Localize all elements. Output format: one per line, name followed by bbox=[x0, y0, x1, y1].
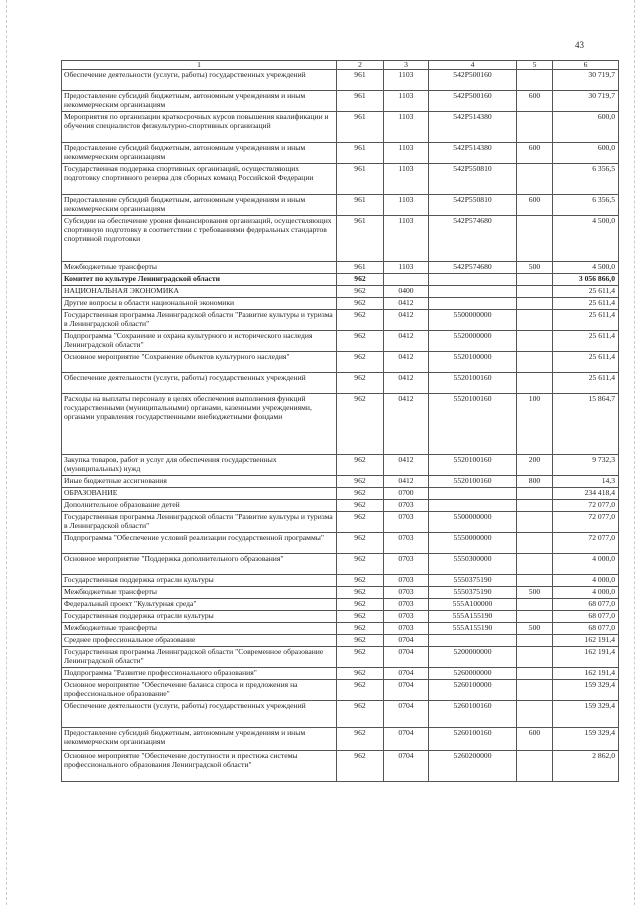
row-name-cell: Государственная программа Ленинградской области "Развитие культуры и туризма в Ленинградской области" bbox=[62, 512, 337, 533]
table-row bbox=[62, 599, 619, 611]
ministry-code-cell: 961 bbox=[337, 112, 384, 143]
section-code-cell: 0412 bbox=[384, 331, 429, 352]
expense-type-cell bbox=[517, 216, 553, 262]
section-code-cell: 1103 bbox=[384, 143, 429, 164]
table-row bbox=[62, 195, 619, 216]
target-code-cell: 5260000000 bbox=[429, 668, 517, 680]
ministry-code-cell: 962 bbox=[337, 512, 384, 533]
amount-cell: 9 732,3 bbox=[553, 455, 619, 476]
expense-type-cell bbox=[517, 611, 553, 623]
table-row bbox=[62, 373, 619, 394]
table-row bbox=[62, 262, 619, 274]
row-name-cell: Государственная программа Ленинградской области "Современное образование Ленинградской области" bbox=[62, 647, 337, 668]
row-name-cell: Предоставление субсидий бюджетным, автономным учреждениям и иным некоммерческим организациям bbox=[62, 143, 337, 164]
amount-cell: 162 191,4 bbox=[553, 668, 619, 680]
table-row bbox=[62, 274, 619, 286]
section-code-cell: 0703 bbox=[384, 500, 429, 512]
target-code-cell: 555А155190 bbox=[429, 623, 517, 635]
target-code-cell bbox=[429, 500, 517, 512]
table-row bbox=[62, 512, 619, 533]
expense-type-cell bbox=[517, 599, 553, 611]
expense-type-cell bbox=[517, 635, 553, 647]
expense-type-cell bbox=[517, 680, 553, 701]
section-code-cell: 0703 bbox=[384, 599, 429, 611]
amount-cell: 30 719,7 bbox=[553, 91, 619, 112]
table-row bbox=[62, 668, 619, 680]
table-row bbox=[62, 70, 619, 91]
target-code-cell bbox=[429, 298, 517, 310]
ministry-code-cell: 962 bbox=[337, 274, 384, 286]
row-name-cell: Обеспечение деятельности (услуги, работы) государственных учреждений bbox=[62, 70, 337, 91]
row-name-cell: Закупка товаров, работ и услуг для обеспечения государственных (муниципальных) нужд bbox=[62, 455, 337, 476]
column-header: 2 bbox=[337, 61, 384, 70]
row-name-cell: Государственная программа Ленинградской области "Развитие культуры и туризма в Ленинградской области" bbox=[62, 310, 337, 331]
target-code-cell: 5260200000 bbox=[429, 751, 517, 782]
ministry-code-cell: 961 bbox=[337, 70, 384, 91]
table-row bbox=[62, 91, 619, 112]
table-row bbox=[62, 394, 619, 455]
expense-type-cell bbox=[517, 352, 553, 373]
table-row bbox=[62, 623, 619, 635]
expense-type-cell bbox=[517, 70, 553, 91]
amount-cell: 14,3 bbox=[553, 476, 619, 488]
row-name-cell: Государственная поддержка отрасли культуры bbox=[62, 611, 337, 623]
expense-type-cell bbox=[517, 701, 553, 728]
expense-type-cell bbox=[517, 164, 553, 195]
table-row bbox=[62, 701, 619, 728]
expense-type-cell bbox=[517, 310, 553, 331]
page-number: 43 bbox=[575, 40, 584, 50]
target-code-cell: 5520100160 bbox=[429, 455, 517, 476]
ministry-code-cell: 961 bbox=[337, 262, 384, 274]
target-code-cell: 5500000000 bbox=[429, 512, 517, 533]
table-row bbox=[62, 286, 619, 298]
row-name-cell: Федеральный проект "Культурная среда" bbox=[62, 599, 337, 611]
ministry-code-cell: 962 bbox=[337, 488, 384, 500]
section-code-cell: 0703 bbox=[384, 575, 429, 587]
amount-cell: 68 077,0 bbox=[553, 611, 619, 623]
row-name-cell: Обеспечение деятельности (услуги, работы) государственных учреждений bbox=[62, 373, 337, 394]
row-name-cell: Государственная поддержка спортивных организаций, осуществляющих подготовку спортивного резерва для сборных команд Российской Федерации bbox=[62, 164, 337, 195]
amount-cell: 25 611,4 bbox=[553, 310, 619, 331]
section-code-cell: 0704 bbox=[384, 701, 429, 728]
amount-cell: 4 000,0 bbox=[553, 575, 619, 587]
amount-cell: 3 056 866,0 bbox=[553, 274, 619, 286]
section-code-cell: 0412 bbox=[384, 373, 429, 394]
ministry-code-cell: 962 bbox=[337, 310, 384, 331]
right-margin-dots bbox=[634, 0, 635, 905]
amount-cell: 15 864,7 bbox=[553, 394, 619, 455]
ministry-code-cell: 961 bbox=[337, 164, 384, 195]
table-row bbox=[62, 680, 619, 701]
target-code-cell: 555А155190 bbox=[429, 611, 517, 623]
row-name-cell: Иные бюджетные ассигнования bbox=[62, 476, 337, 488]
target-code-cell: 542Р514380 bbox=[429, 112, 517, 143]
expense-type-cell bbox=[517, 512, 553, 533]
amount-cell: 4 500,0 bbox=[553, 216, 619, 262]
ministry-code-cell: 962 bbox=[337, 701, 384, 728]
expense-type-cell bbox=[517, 298, 553, 310]
row-name-cell: Государственная поддержка отрасли культуры bbox=[62, 575, 337, 587]
section-code-cell: 0704 bbox=[384, 751, 429, 782]
section-code-cell: 0704 bbox=[384, 680, 429, 701]
expense-type-cell bbox=[517, 274, 553, 286]
row-name-cell: Межбюджетные трансферты bbox=[62, 262, 337, 274]
row-name-cell: Среднее профессиональное образование bbox=[62, 635, 337, 647]
expense-type-cell: 500 bbox=[517, 623, 553, 635]
amount-cell: 159 329,4 bbox=[553, 728, 619, 751]
table-row bbox=[62, 554, 619, 575]
expense-type-cell bbox=[517, 647, 553, 668]
left-margin-dots bbox=[6, 0, 7, 905]
expense-type-cell: 600 bbox=[517, 143, 553, 164]
ministry-code-cell: 961 bbox=[337, 143, 384, 164]
row-name-cell: Расходы на выплаты персоналу в целях обеспечения выполнения функций государственными (муниципальными) органами, казенными учреждениями, органами управления государственными внебюджетными фондами bbox=[62, 394, 337, 455]
target-code-cell bbox=[429, 286, 517, 298]
section-code-cell: 1103 bbox=[384, 216, 429, 262]
ministry-code-cell: 962 bbox=[337, 635, 384, 647]
ministry-code-cell: 962 bbox=[337, 352, 384, 373]
row-name-cell: Подпрограмма "Развитие профессионального образования" bbox=[62, 668, 337, 680]
ministry-code-cell: 962 bbox=[337, 668, 384, 680]
ministry-code-cell: 962 bbox=[337, 286, 384, 298]
column-header: 1 bbox=[62, 61, 337, 70]
section-code-cell: 0400 bbox=[384, 286, 429, 298]
section-code-cell: 1103 bbox=[384, 91, 429, 112]
row-name-cell: Предоставление субсидий бюджетным, автономным учреждениям и иным некоммерческим организациям bbox=[62, 728, 337, 751]
amount-cell: 4 000,0 bbox=[553, 554, 619, 575]
section-code-cell: 0704 bbox=[384, 647, 429, 668]
ministry-code-cell: 962 bbox=[337, 623, 384, 635]
target-code-cell: 5520100160 bbox=[429, 476, 517, 488]
row-name-cell: ОБРАЗОВАНИЕ bbox=[62, 488, 337, 500]
ministry-code-cell: 962 bbox=[337, 611, 384, 623]
section-code-cell: 0704 bbox=[384, 728, 429, 751]
expense-type-cell: 500 bbox=[517, 262, 553, 274]
ministry-code-cell: 962 bbox=[337, 728, 384, 751]
amount-cell: 2 862,0 bbox=[553, 751, 619, 782]
section-code-cell bbox=[384, 274, 429, 286]
ministry-code-cell: 962 bbox=[337, 298, 384, 310]
table-row bbox=[62, 751, 619, 782]
row-name-cell: Основное мероприятие "Обеспечение доступности и престижа системы профессионального образования Ленинградской области" bbox=[62, 751, 337, 782]
table-row bbox=[62, 611, 619, 623]
target-code-cell: 5550375190 bbox=[429, 575, 517, 587]
row-name-cell: Основное мероприятие "Поддержка дополнительного образования" bbox=[62, 554, 337, 575]
amount-cell: 68 077,0 bbox=[553, 623, 619, 635]
target-code-cell: 5550000000 bbox=[429, 533, 517, 554]
amount-cell: 72 077,0 bbox=[553, 533, 619, 554]
row-name-cell: НАЦИОНАЛЬНАЯ ЭКОНОМИКА bbox=[62, 286, 337, 298]
amount-cell: 162 191,4 bbox=[553, 635, 619, 647]
target-code-cell bbox=[429, 488, 517, 500]
amount-cell: 25 611,4 bbox=[553, 298, 619, 310]
target-code-cell: 542Р550810 bbox=[429, 164, 517, 195]
target-code-cell: 542Р500160 bbox=[429, 91, 517, 112]
amount-cell: 72 077,0 bbox=[553, 512, 619, 533]
target-code-cell: 5550375190 bbox=[429, 587, 517, 599]
ministry-code-cell: 961 bbox=[337, 91, 384, 112]
row-name-cell: Межбюджетные трансферты bbox=[62, 623, 337, 635]
section-code-cell: 0703 bbox=[384, 623, 429, 635]
table-row bbox=[62, 587, 619, 599]
row-name-cell: Предоставление субсидий бюджетным, автономным учреждениям и иным некоммерческим организациям bbox=[62, 91, 337, 112]
expense-type-cell bbox=[517, 554, 553, 575]
table-row bbox=[62, 352, 619, 373]
target-code-cell bbox=[429, 635, 517, 647]
section-code-cell: 0412 bbox=[384, 394, 429, 455]
section-code-cell: 0704 bbox=[384, 668, 429, 680]
amount-cell: 159 329,4 bbox=[553, 680, 619, 701]
expense-type-cell: 800 bbox=[517, 476, 553, 488]
target-code-cell: 5500000000 bbox=[429, 310, 517, 331]
ministry-code-cell: 962 bbox=[337, 331, 384, 352]
target-code-cell: 555А100000 bbox=[429, 599, 517, 611]
column-header: 3 bbox=[384, 61, 429, 70]
target-code-cell: 542Р574680 bbox=[429, 262, 517, 274]
target-code-cell bbox=[429, 274, 517, 286]
amount-cell: 25 611,4 bbox=[553, 373, 619, 394]
table-row bbox=[62, 331, 619, 352]
section-code-cell: 1103 bbox=[384, 195, 429, 216]
table-row bbox=[62, 476, 619, 488]
table-row bbox=[62, 143, 619, 164]
table-row bbox=[62, 216, 619, 262]
expense-type-cell: 600 bbox=[517, 195, 553, 216]
budget-table bbox=[61, 60, 619, 782]
amount-cell: 30 719,7 bbox=[553, 70, 619, 91]
expense-type-cell bbox=[517, 668, 553, 680]
ministry-code-cell: 962 bbox=[337, 599, 384, 611]
target-code-cell: 5520100000 bbox=[429, 352, 517, 373]
target-code-cell: 542Р550810 bbox=[429, 195, 517, 216]
section-code-cell: 0412 bbox=[384, 298, 429, 310]
section-code-cell: 1103 bbox=[384, 112, 429, 143]
row-name-cell: Обеспечение деятельности (услуги, работы) государственных учреждений bbox=[62, 701, 337, 728]
table-row bbox=[62, 298, 619, 310]
target-code-cell: 5260100160 bbox=[429, 701, 517, 728]
table-row bbox=[62, 635, 619, 647]
amount-cell: 159 329,4 bbox=[553, 701, 619, 728]
amount-cell: 72 077,0 bbox=[553, 500, 619, 512]
section-code-cell: 0703 bbox=[384, 533, 429, 554]
table-row bbox=[62, 310, 619, 331]
ministry-code-cell: 962 bbox=[337, 500, 384, 512]
section-code-cell: 0412 bbox=[384, 455, 429, 476]
row-name-cell: Основное мероприятие "Сохранение объектов культурного наследия" bbox=[62, 352, 337, 373]
expense-type-cell bbox=[517, 373, 553, 394]
expense-type-cell bbox=[517, 500, 553, 512]
amount-cell: 68 077,0 bbox=[553, 599, 619, 611]
section-code-cell: 0412 bbox=[384, 310, 429, 331]
target-code-cell: 5520100160 bbox=[429, 394, 517, 455]
column-header: 5 bbox=[517, 61, 553, 70]
target-code-cell: 5520100160 bbox=[429, 373, 517, 394]
column-header: 6 bbox=[553, 61, 619, 70]
section-code-cell: 1103 bbox=[384, 262, 429, 274]
ministry-code-cell: 962 bbox=[337, 587, 384, 599]
section-code-cell: 0412 bbox=[384, 476, 429, 488]
amount-cell: 162 191,4 bbox=[553, 647, 619, 668]
row-name-cell: Субсидии на обеспечение уровня финансирования организаций, осуществляющих спортивную подготовку в соответствии с требованиями федеральных стандартов спортивной подготовки bbox=[62, 216, 337, 262]
expense-type-cell: 600 bbox=[517, 91, 553, 112]
row-name-cell: Подпрограмма "Обеспечение условий реализации государственной программы" bbox=[62, 533, 337, 554]
ministry-code-cell: 962 bbox=[337, 575, 384, 587]
table-row bbox=[62, 647, 619, 668]
table-row bbox=[62, 533, 619, 554]
expense-type-cell: 500 bbox=[517, 587, 553, 599]
amount-cell: 25 611,4 bbox=[553, 331, 619, 352]
expense-type-cell bbox=[517, 286, 553, 298]
target-code-cell: 5200000000 bbox=[429, 647, 517, 668]
section-code-cell: 1103 bbox=[384, 164, 429, 195]
row-name-cell: Другие вопросы в области национальной экономики bbox=[62, 298, 337, 310]
table-row bbox=[62, 728, 619, 751]
expense-type-cell bbox=[517, 112, 553, 143]
expense-type-cell bbox=[517, 575, 553, 587]
ministry-code-cell: 961 bbox=[337, 216, 384, 262]
row-name-cell: Основное мероприятие "Обеспечение баланса спроса и предложения на профессиональное образование" bbox=[62, 680, 337, 701]
ministry-code-cell: 962 bbox=[337, 751, 384, 782]
section-code-cell: 0703 bbox=[384, 554, 429, 575]
expense-type-cell: 200 bbox=[517, 455, 553, 476]
expense-type-cell bbox=[517, 331, 553, 352]
target-code-cell: 542Р514380 bbox=[429, 143, 517, 164]
table-row bbox=[62, 575, 619, 587]
section-code-cell: 0703 bbox=[384, 611, 429, 623]
section-code-cell: 0700 bbox=[384, 488, 429, 500]
expense-type-cell bbox=[517, 488, 553, 500]
target-code-cell: 5260100160 bbox=[429, 728, 517, 751]
ministry-code-cell: 962 bbox=[337, 533, 384, 554]
table-row bbox=[62, 164, 619, 195]
amount-cell: 600,0 bbox=[553, 112, 619, 143]
row-name-cell: Дополнительное образование детей bbox=[62, 500, 337, 512]
target-code-cell: 5260100000 bbox=[429, 680, 517, 701]
target-code-cell: 542Р500160 bbox=[429, 70, 517, 91]
target-code-cell: 542Р574680 bbox=[429, 216, 517, 262]
table-body bbox=[62, 70, 619, 782]
table-row bbox=[62, 500, 619, 512]
expense-type-cell bbox=[517, 751, 553, 782]
row-name-cell: Подпрограмма "Сохранение и охрана культурного и исторического наследия Ленинградской области" bbox=[62, 331, 337, 352]
amount-cell: 4 500,0 bbox=[553, 262, 619, 274]
column-header: 4 bbox=[429, 61, 517, 70]
amount-cell: 25 611,4 bbox=[553, 352, 619, 373]
section-code-cell: 1103 bbox=[384, 70, 429, 91]
ministry-code-cell: 962 bbox=[337, 647, 384, 668]
ministry-code-cell: 962 bbox=[337, 373, 384, 394]
amount-cell: 6 356,5 bbox=[553, 164, 619, 195]
expense-type-cell bbox=[517, 533, 553, 554]
ministry-code-cell: 962 bbox=[337, 476, 384, 488]
target-code-cell: 5550300000 bbox=[429, 554, 517, 575]
table-row bbox=[62, 112, 619, 143]
ministry-code-cell: 962 bbox=[337, 554, 384, 575]
row-name-cell: Предоставление субсидий бюджетным, автономным учреждениям и иным некоммерческим организациям bbox=[62, 195, 337, 216]
expense-type-cell: 100 bbox=[517, 394, 553, 455]
table-header bbox=[62, 61, 619, 70]
section-code-cell: 0703 bbox=[384, 512, 429, 533]
section-code-cell: 0703 bbox=[384, 587, 429, 599]
row-name-cell: Межбюджетные трансферты bbox=[62, 587, 337, 599]
amount-cell: 4 000,0 bbox=[553, 587, 619, 599]
amount-cell: 234 418,4 bbox=[553, 488, 619, 500]
row-name-cell: Мероприятия по организации краткосрочных курсов повышения квалификации и обучения специалистов физкультурно-спортивных организаций bbox=[62, 112, 337, 143]
ministry-code-cell: 962 bbox=[337, 680, 384, 701]
amount-cell: 25 611,4 bbox=[553, 286, 619, 298]
section-code-cell: 0704 bbox=[384, 635, 429, 647]
table-row bbox=[62, 488, 619, 500]
expense-type-cell: 600 bbox=[517, 728, 553, 751]
ministry-code-cell: 962 bbox=[337, 394, 384, 455]
section-code-cell: 0412 bbox=[384, 352, 429, 373]
target-code-cell: 5520000000 bbox=[429, 331, 517, 352]
table-row bbox=[62, 455, 619, 476]
ministry-code-cell: 962 bbox=[337, 455, 384, 476]
amount-cell: 6 356,5 bbox=[553, 195, 619, 216]
ministry-code-cell: 961 bbox=[337, 195, 384, 216]
amount-cell: 600,0 bbox=[553, 143, 619, 164]
row-name-cell: Комитет по культуре Ленинградской области bbox=[62, 274, 337, 286]
